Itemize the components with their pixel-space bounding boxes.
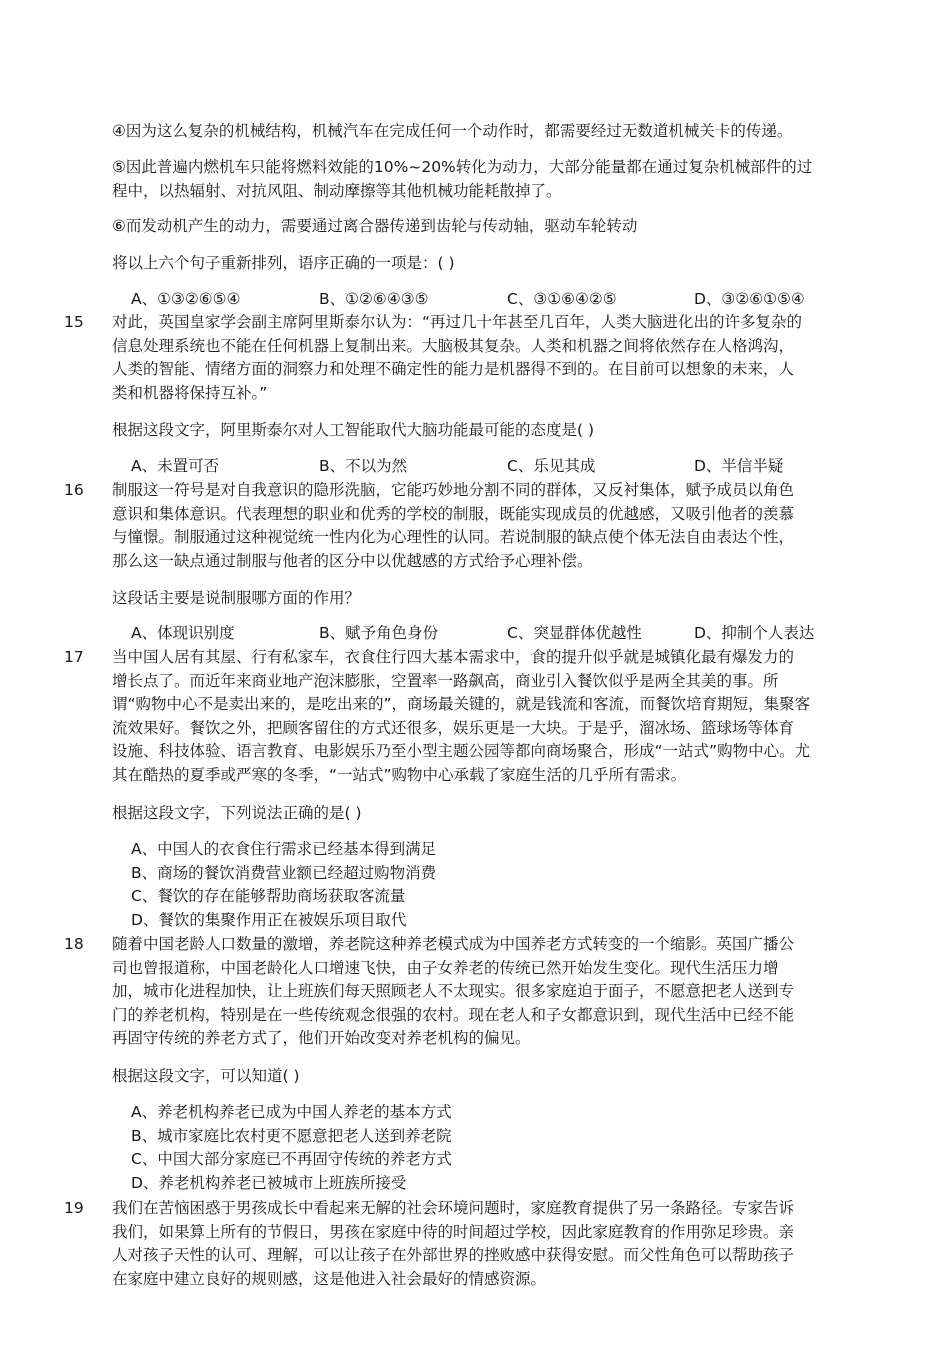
q18-option-d[interactable]: D、养老机构养老已被城市上班族所接受 [131,1173,407,1192]
q15-option-a[interactable]: A、未置可否 [131,457,220,475]
question-number: 15 [64,313,84,331]
q16-options [131,622,871,646]
q14-option-b[interactable]: B、①②⑥④③⑤ [319,290,429,308]
question-number: 16 [64,481,84,499]
passage-line: 我们，如果算上所有的节假日，男孩在家庭中待的时间超过学校，因此家庭教育的作用弥足珍贵。亲 [112,1222,795,1241]
passage-line: 其在酷热的夏季或严寒的冬季，“一站式”购物中心承载了家庭生活的几乎所有需求。 [112,765,687,784]
passage-line: 信息处理系统也不能在任何机器上复制出来。大脑极其复杂。人类和机器之间将依然存在人格鸿沟， [112,336,795,355]
q17-option-a[interactable]: A、中国人的衣食住行需求已经基本得到满足 [131,840,437,858]
q15-passage [112,311,860,405]
q17-options [131,838,436,932]
q17-option-b[interactable]: B、商场的餐饮消费营业额已经超过购物消费 [131,863,437,882]
passage-line: 与憧憬。制服通过这种视觉统一性内化为心理性的认同。若说制服的缺点使个体无法自由表达个性， [112,528,795,546]
passage-line: 谓“购物中心不是卖出来的，是吃出来的”，商场最关键的，就是钱流和客流，而餐饮培育期短，集聚客 [112,695,811,713]
q15-option-d[interactable]: D、半信半疑 [694,457,784,475]
q16-prompt: 这段话主要是说制服哪方面的作用？ [112,589,361,607]
passage-line: 门的养老机构，特别是在一些传统观念很强的农村。现在老人和子女都意识到，现代生活中已经不能 [112,1005,795,1024]
passage-line: 人对孩子天性的认可、理解，可以让孩子在外部世界的挫败感中获得安慰。而父性角色可以帮助孩子 [112,1246,795,1264]
passage-line: 制服这一符号是对自我意识的隐形洗脑，它能巧妙地分割不同的群体，又反衬集体，赋予成员以角色 [112,481,795,499]
q16-passage [112,479,860,573]
q15-options [131,455,871,479]
passage-line: 意识和集体意识。代表理想的职业和优秀的学校的制服，既能实现成员的优越感，又吸引他者的羡慕 [112,504,795,523]
sentence-5 [112,156,860,203]
passage-line: 在家庭中建立良好的规则感，这是他进入社会最好的情感资源。 [112,1269,547,1288]
q17-option-d[interactable]: D、餐饮的集聚作用正在被娱乐项目取代 [131,910,407,929]
q15-option-c[interactable]: C、乐见其成 [507,457,596,475]
passage-line: 类和机器将保持互补。” [112,383,268,402]
q16-option-a[interactable]: A、体现识别度 [131,624,235,642]
q16-option-c[interactable]: C、突显群体优越性 [507,624,642,642]
q17-prompt: 根据这段文字，下列说法正确的是( ) [112,804,362,822]
question-number: 19 [64,1199,84,1217]
question-number: 18 [64,935,84,953]
q18-passage [112,933,860,1051]
q18-prompt: 根据这段文字，可以知道( ) [112,1067,300,1085]
passage-line: 人类的智能、情绪方面的洞察力和处理不确定性的能力是机器得不到的。在目前可以想象的未来，人 [112,360,795,378]
q14-option-d[interactable]: D、③②⑥①⑤④ [694,290,805,308]
passage-line: 加，城市化进程加快，让上班族们每天照顾老人不太现实。很多家庭迫于面子，不愿意把老人送到专 [112,982,795,1000]
passage-line: 设施、科技体验、语言教育、电影娱乐乃至小型主题公园等都向商场聚合，形成“一站式”购物中心。尤 [112,742,811,760]
q14-option-a[interactable]: A、①③②⑥⑤④ [131,290,241,308]
passage-line: 再固守传统的养老方式了，他们开始改变对养老机构的偏见。 [112,1029,531,1047]
passage-line: 司也曾报道称，中国老龄化人口增速飞快，由子女养老的传统已然开始发生变化。现代生活压力增 [112,958,779,977]
q16-option-b[interactable]: B、赋予角色身份 [319,624,439,642]
q14-prompt: 将以上六个句子重新排列，语序正确的一项是：( ) [112,254,455,272]
sentence-5-line: ⑤因此普遍内燃机车只能将燃料效能的10%~20%转化为动力，大部分能量都在通过复杂机械部件的过 [112,158,813,176]
q18-option-a[interactable]: A、养老机构养老已成为中国人养老的基本方式 [131,1103,452,1121]
q18-option-b[interactable]: B、城市家庭比农村更不愿意把老人送到养老院 [131,1126,452,1145]
q15-prompt: 根据这段文字，阿里斯泰尔对人工智能取代大脑功能最可能的态度是( ) [112,421,595,439]
q19-passage [112,1197,860,1291]
sentence-5-line: 程中，以热辐射、对抗风阻、制动摩擦等其他机械功能耗散掉了。 [112,181,562,200]
q17-option-c[interactable]: C、餐饮的存在能够帮助商场获取客流量 [131,887,406,905]
q18-option-c[interactable]: C、中国大部分家庭已不再固守传统的养老方式 [131,1150,452,1168]
passage-line: 随着中国老龄人口数量的激增，养老院这种养老模式成为中国养老方式转变的一个缩影。英国广播公 [112,935,795,953]
q17-passage [112,646,860,787]
sentence-6: ⑥而发动机产生的动力，需要通过离合器传递到齿轮与传动轴，驱动车轮转动 [112,217,638,235]
passage-line: 我们在苦恼困惑于男孩成长中看起来无解的社会环境问题时，家庭教育提供了另一条路径。专家告诉 [112,1199,795,1217]
q16-option-d[interactable]: D、抑制个人表达 [694,624,815,642]
sentence-4: ④因为这么复杂的机械结构，机械汽车在完成任何一个动作时，都需要经过无数道机械关卡的传递。 [112,122,793,140]
passage-line: 对此，英国皇家学会副主席阿里斯泰尔认为：“再过几十年甚至几百年，人类大脑进化出的许多复杂的 [112,313,803,331]
q14-options [131,288,871,312]
q18-options [131,1101,452,1195]
passage-line: 增长点了。而近年来商业地产泡沫膨胀，空置率一路飙高，商业引入餐饮似乎是两全其美的事。所 [112,671,779,690]
passage-line: 流效果好。餐饮之外，把顾客留住的方式还很多，娱乐更是一大块。于是乎，溜冰场、篮球场等体育 [112,718,795,737]
passage-line: 那么这一缺点通过制服与他者的区分中以优越感的方式给予心理补偿。 [112,551,593,570]
question-number: 17 [64,648,84,666]
q15-option-b[interactable]: B、不以为然 [319,457,408,475]
q14-option-c[interactable]: C、③①⑥④②⑤ [507,290,617,308]
passage-line: 当中国人居有其屋、行有私家车，衣食住行四大基本需求中，食的提升似乎就是城镇化最有爆发力的 [112,648,795,666]
